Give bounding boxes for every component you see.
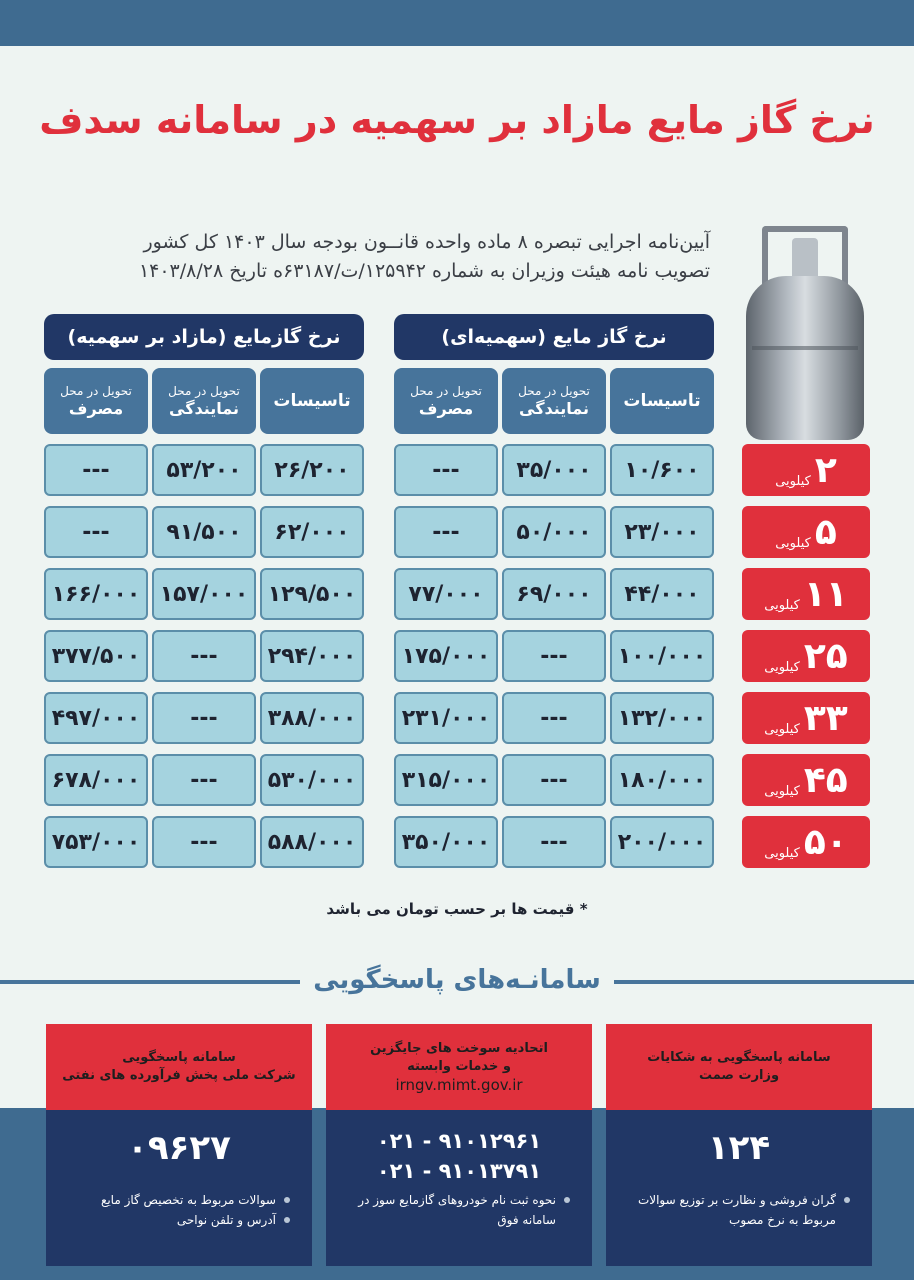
price-cell: --- <box>394 506 498 558</box>
surplus-col-facilities <box>260 368 364 434</box>
row-label-11kg <box>742 568 870 620</box>
price-cell: ۱۵۷/۰۰۰ <box>152 568 256 620</box>
subsidized-col-consumer <box>394 368 498 434</box>
row-unit: کیلویی <box>775 535 811 551</box>
price-cell: ۲۳۱/۰۰۰ <box>394 692 498 744</box>
row-unit: کیلویی <box>764 845 800 861</box>
row-unit: کیلویی <box>775 473 811 489</box>
row-unit: کیلویی <box>764 783 800 799</box>
price-cell: ۳۵۰/۰۰۰ <box>394 816 498 868</box>
card-bullets <box>620 1190 850 1230</box>
col-sublabel: تحویل در محل <box>168 384 240 398</box>
price-cell: ۲۳/۰۰۰ <box>610 506 714 558</box>
section-divider-right <box>614 980 914 984</box>
subsidized-col-facilities <box>610 368 714 434</box>
price-cell: --- <box>152 630 256 682</box>
price-cell: --- <box>152 754 256 806</box>
price-cell: ۲۹۴/۰۰۰ <box>260 630 364 682</box>
card-bullets <box>340 1190 570 1230</box>
price-cell: ۲۰۰/۰۰۰ <box>610 816 714 868</box>
col-label: نمایندگی <box>519 399 590 418</box>
website-link[interactable]: irngv.mimt.gov.ir <box>395 1076 523 1094</box>
card-body <box>606 1110 872 1266</box>
row-label-25kg <box>742 630 870 682</box>
phone-number[interactable]: ۰۲۱ - ۹۱۰۱۲۹۶۱ <box>376 1129 542 1153</box>
price-cell: --- <box>502 754 606 806</box>
card-title-line: سامانه پاسخگویی به شکایات <box>647 1050 831 1065</box>
price-cell: --- <box>152 816 256 868</box>
col-label: نمایندگی <box>169 399 240 418</box>
price-cell: ۷۵۳/۰۰۰ <box>44 816 148 868</box>
price-cell: ۵۸۸/۰۰۰ <box>260 816 364 868</box>
page-title: نرخ گاز مایع مازاد بر سهمیه در سامانه سدف <box>39 98 875 142</box>
gas-cylinder-icon <box>746 226 864 440</box>
subtitle-line-1: آیین‌نامه اجرایی تبصره ۸ ماده واحده قانــون بودجه سال ۱۴۰۳ کل کشور <box>143 231 710 253</box>
surplus-header: نرخ گازمایع (مازاد بر سهمیه) <box>44 314 364 360</box>
row-label-33kg <box>742 692 870 744</box>
row-label-5kg <box>742 506 870 558</box>
row-weight: ۵۰ <box>803 821 848 863</box>
price-cell: --- <box>502 692 606 744</box>
row-weight: ۴۵ <box>803 759 848 801</box>
price-cell: ۶۲/۰۰۰ <box>260 506 364 558</box>
col-label: مصرف <box>68 399 124 418</box>
price-cell: ۴۴/۰۰۰ <box>610 568 714 620</box>
list-item: نحوه ثبت نام خودروهای گازمایع سوز در سامانه فوق <box>340 1190 570 1230</box>
card-title-line: سامانه پاسخگویی <box>122 1050 236 1065</box>
list-item: آدرس و تلفن نواحی <box>60 1210 290 1230</box>
price-cell: --- <box>394 444 498 496</box>
surplus-col-consumer <box>44 368 148 434</box>
price-cell: ۳۱۵/۰۰۰ <box>394 754 498 806</box>
price-cell: ۳۷۷/۵۰۰ <box>44 630 148 682</box>
card-header <box>46 1024 312 1110</box>
card-body <box>326 1110 592 1266</box>
row-label-50kg <box>742 816 870 868</box>
phone-number[interactable]: ۱۲۴ <box>707 1128 771 1168</box>
price-cell: ۵۳۰/۰۰۰ <box>260 754 364 806</box>
row-label-45kg <box>742 754 870 806</box>
price-cell: ۱۶۶/۰۰۰ <box>44 568 148 620</box>
price-cell: ۱۰/۶۰۰ <box>610 444 714 496</box>
price-cell: ۷۷/۰۰۰ <box>394 568 498 620</box>
price-cell: --- <box>502 816 606 868</box>
price-cell: ۵۰/۰۰۰ <box>502 506 606 558</box>
price-cell: --- <box>502 630 606 682</box>
surplus-col-agency <box>152 368 256 434</box>
card-oil-products <box>46 1024 312 1242</box>
currency-note: * قیمت ها بر حسب تومان می باشد <box>326 900 588 918</box>
col-sublabel: تحویل در محل <box>518 384 590 398</box>
card-title-line: شرکت ملی پخش فرآورده های نفتی <box>62 1068 296 1083</box>
card-header <box>326 1024 592 1110</box>
card-union <box>326 1024 592 1242</box>
price-cell: ۱۸۰/۰۰۰ <box>610 754 714 806</box>
section-divider-left <box>0 980 300 984</box>
price-cell: ۳۸۸/۰۰۰ <box>260 692 364 744</box>
col-sublabel: تحویل در محل <box>60 384 132 398</box>
row-weight: ۲۵ <box>803 635 848 677</box>
subsidized-col-agency <box>502 368 606 434</box>
subtitle-line-2: تصویب نامه هیئت وزیران به شماره ۱۲۵۹۴۲/ت/۶۳۱۸۷ه تاریخ ۱۴۰۳/۸/۲۸ <box>138 260 710 282</box>
col-label: تاسیسات <box>273 391 351 411</box>
row-weight: ۳۳ <box>803 697 848 739</box>
row-label-2kg <box>742 444 870 496</box>
list-item: سوالات مربوط به تخصیص گاز مایع <box>60 1190 290 1210</box>
price-cell: ۳۵/۰۰۰ <box>502 444 606 496</box>
price-cell: ۴۹۷/۰۰۰ <box>44 692 148 744</box>
card-body <box>46 1110 312 1266</box>
card-title-line: اتحادیه سوخت های جایگزین <box>370 1041 548 1056</box>
price-cell: --- <box>44 444 148 496</box>
subsidized-header: نرخ گاز مایع (سهمیه‌ای) <box>394 314 714 360</box>
subtitle-block <box>40 228 710 286</box>
row-unit: کیلویی <box>764 597 800 613</box>
price-cell: ۱۰۰/۰۰۰ <box>610 630 714 682</box>
price-cell: ۱۲۹/۵۰۰ <box>260 568 364 620</box>
price-cell: ۹۱/۵۰۰ <box>152 506 256 558</box>
col-sublabel: تحویل در محل <box>410 384 482 398</box>
price-cell: ۱۳۲/۰۰۰ <box>610 692 714 744</box>
phone-number[interactable]: ۰۲۱ - ۹۱۰۱۳۷۹۱ <box>376 1159 542 1183</box>
card-title-line: وزارت صمت <box>698 1068 780 1083</box>
col-label: مصرف <box>418 399 474 418</box>
price-cell: ۲۶/۲۰۰ <box>260 444 364 496</box>
price-cell: ۱۷۵/۰۰۰ <box>394 630 498 682</box>
card-complaints <box>606 1024 872 1242</box>
row-weight: ۱۱ <box>803 573 848 615</box>
row-unit: کیلویی <box>764 659 800 675</box>
row-weight: ۲ <box>814 449 837 491</box>
price-cell: ۵۳/۲۰۰ <box>152 444 256 496</box>
section-title: سامانـه‌های پاسخگویی <box>313 965 601 995</box>
price-cell: ۶۹/۰۰۰ <box>502 568 606 620</box>
price-cell: --- <box>44 506 148 558</box>
price-cell: ۶۷۸/۰۰۰ <box>44 754 148 806</box>
card-title-line: و خدمات وابسته <box>407 1059 511 1074</box>
phone-numbers <box>326 1126 592 1186</box>
col-label: تاسیسات <box>623 391 701 411</box>
row-unit: کیلویی <box>764 721 800 737</box>
price-cell: --- <box>152 692 256 744</box>
list-item: گران فروشی و نظارت بر توزیع سوالات مربوط به نرخ مصوب <box>620 1190 850 1230</box>
row-weight: ۵ <box>814 511 837 553</box>
card-header <box>606 1024 872 1110</box>
phone-number[interactable]: ۰۹۶۲۷ <box>127 1128 231 1168</box>
card-bullets <box>60 1190 290 1230</box>
top-band <box>0 0 914 46</box>
